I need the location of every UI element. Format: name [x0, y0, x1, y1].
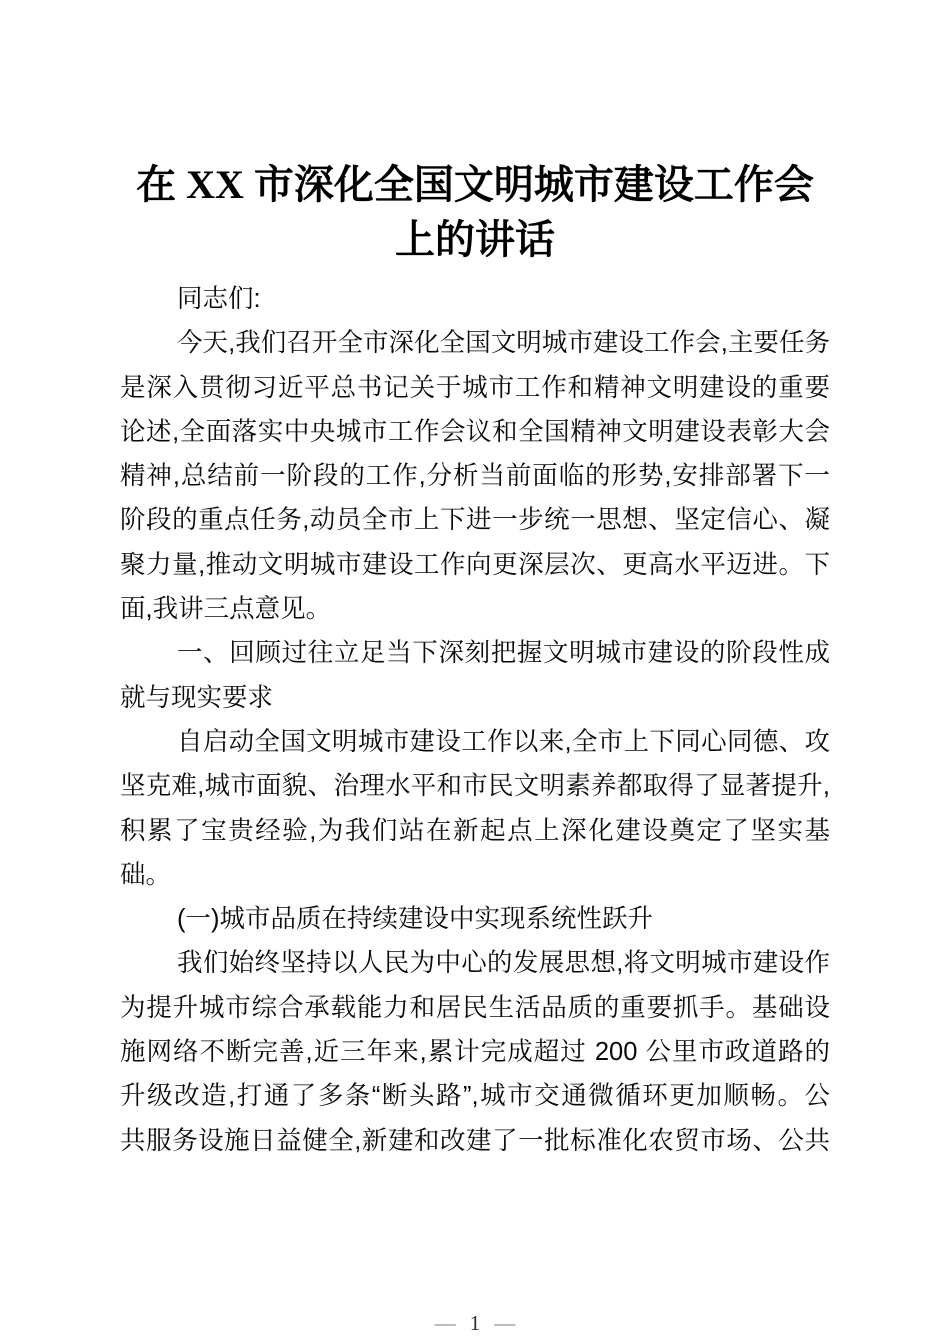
document-title — [0, 0, 950, 267]
text-line: 精神,总结前一阶段的工作,分析当前面临的形势,安排部署下一 — [120, 462, 830, 491]
text-line: 坚克难,城市面貌、治理水平和市民文明素养都取得了显著提升, — [120, 772, 830, 801]
page-footer — [0, 1310, 950, 1336]
text-line: (一)城市品质在持续建设中实现系统性跃升 — [177, 905, 653, 934]
heading — [120, 631, 830, 720]
text-line: 今天,我们召开全市深化全国文明城市建设工作会,主要任务 — [177, 329, 830, 358]
text-line: 同志们: — [177, 285, 261, 313]
text-line: 面,我讲三点意见。 — [120, 595, 332, 624]
text-line: 施网络不断完善,近三年来,累计完成超过 200 公里市政道路的 — [120, 1038, 830, 1067]
title-line: 上的讲话 — [395, 217, 555, 262]
text-line: 论述,全面落实中央城市工作会议和全国精神文明建设表彰大会 — [120, 417, 830, 446]
text-line: 是深入贯彻习近平总书记关于城市工作和精神文明建设的重要 — [120, 373, 830, 402]
text-line: 一、回顾过往立足当下深刻把握文明城市建设的阶段性成 — [177, 639, 830, 668]
text-line: 自启动全国文明城市建设工作以来,全市上下同心同德、攻 — [177, 727, 830, 756]
footer-dash-left: — — [434, 1311, 456, 1335]
text-line: 就与现实要求 — [120, 683, 274, 712]
paragraph — [120, 720, 830, 897]
title-line: 在 XX 市深化全国文明城市建设工作会 — [136, 162, 814, 207]
text-line: 础。 — [120, 860, 172, 889]
footer-dash-right: — — [494, 1311, 516, 1335]
text-line: 升级改造,打通了多条“断头路”,城市交通微循环更加顺畅。公 — [120, 1082, 830, 1111]
text-line: 阶段的重点任务,动员全市上下进一步统一思想、坚定信心、凝 — [120, 506, 830, 535]
heading — [120, 897, 830, 941]
paragraph — [120, 941, 830, 1162]
document-body — [120, 277, 830, 1163]
text-line: 我们始终坚持以人民为中心的发展思想,将文明城市建设作 — [177, 949, 830, 978]
salutation — [120, 277, 830, 321]
page-number: 1 — [469, 1311, 481, 1335]
text-line: 共服务设施日益健全,新建和改建了一批标准化农贸市场、公共 — [120, 1126, 830, 1155]
text-line: 积累了宝贵经验,为我们站在新起点上深化建设奠定了坚实基 — [120, 816, 830, 845]
text-line: 聚力量,推动文明城市建设工作向更深层次、更高水平迈进。下 — [120, 550, 830, 579]
text-line: 为提升城市综合承载能力和居民生活品质的重要抓手。基础设 — [120, 993, 830, 1022]
paragraph — [120, 321, 830, 631]
